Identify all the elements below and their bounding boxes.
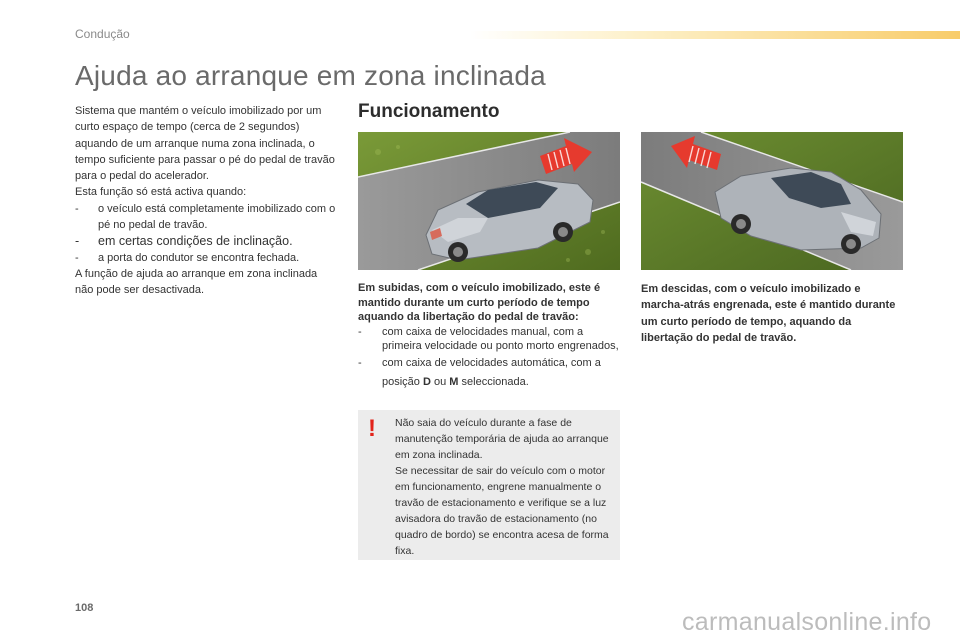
page-title: Ajuda ao arranque em zona inclinada (75, 60, 546, 91)
uphill-item: - com caixa de velocidades manual, com a primeira velocidade ou ponto morto engrenados, (358, 325, 619, 353)
warning-icon: ! (368, 415, 376, 442)
section-label: Condução (75, 27, 130, 41)
intro-footer: A função de ajuda ao arranque em zona inclinada não pode ser desactivada. (75, 267, 318, 297)
warning-box (358, 410, 620, 560)
intro-paragraph: Sistema que mantém o veículo imobilizado por um curto espaço de tempo (cerca de 2 segundos) aquando de um arranque numa zona inclinada, o tempo suficiente para passar o pé do pedal de travão para o pedal do acelerador. (75, 105, 335, 183)
page-number: 108 (75, 602, 94, 614)
uphill-illustration (358, 132, 620, 270)
warning-text: Não saia do veículo durante a fase de manutenção temporária de ajuda ao arranque em zona inclinada. Se necessitar de sair do veículo com o motor em funcionamento, engrene manualmente o travão de estacionamento e verifique se a luz avisadora do travão de estacionamento (no quadro de bordo) se encontra acesa de forma fixa. (395, 417, 609, 557)
header-bar (470, 31, 960, 39)
intro-condition-lead: Esta função só está activa quando: (75, 186, 247, 199)
downhill-description: Em descidas, com o veículo imobilizado e marcha-atrás engrenada, este é mantido durante um curto período de tempo, aquando da libertação do pedal de travão. (641, 283, 896, 345)
uphill-item: - com caixa de velocidades automática, com a posição D ou M seleccionada. (358, 356, 601, 388)
condition-item: - a porta do condutor se encontra fechada. (75, 251, 300, 264)
watermark: carmanualsonline.info (682, 608, 932, 636)
uphill-title: Em subidas, com o veículo imobilizado, este é mantido durante um curto período de tempo aquando da libertação do pedal de travão: (358, 282, 601, 324)
downhill-illustration (641, 132, 903, 270)
section-heading: Funcionamento (358, 101, 500, 122)
condition-item: - em certas condições de inclinação. (75, 234, 293, 249)
uphill-description (358, 281, 620, 392)
condition-item: - o veículo está completamente imobilizado com o pé no pedal de travão. (75, 202, 336, 232)
intro-column (75, 103, 337, 299)
